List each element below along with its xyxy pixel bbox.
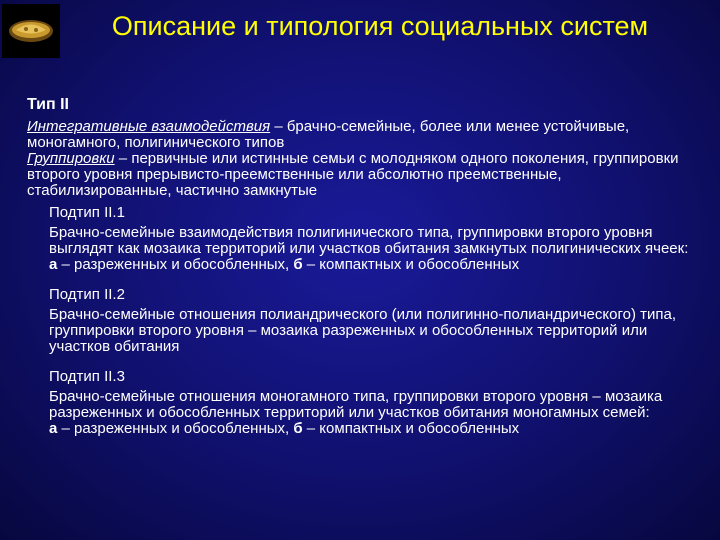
slide-content (27, 97, 707, 437)
subtype-block (49, 205, 707, 273)
integrative-paragraph (27, 119, 707, 151)
subtype-variants (49, 257, 707, 273)
subtype-variants (49, 421, 707, 437)
variant-a-letter: а (49, 420, 58, 437)
subtype-text: Брачно-семейные взаимодействия полигинического типа, группировки второго уровня выглядят как мозаика территорий или участков обитания замкнутых полигинических ячеек: (49, 224, 689, 257)
integrative-term: Интегративные взаимодействия (27, 118, 271, 135)
subtype-block (49, 287, 707, 355)
variant-a-text: – разреженных и обособленных, (57, 420, 294, 437)
slide-title: Описание и типология социальных систем (111, 11, 649, 41)
subtype-title: Подтип II.3 (49, 368, 125, 385)
groupings-paragraph (27, 151, 707, 199)
subtype-title: Подтип II.2 (49, 286, 125, 303)
variant-b-letter: б (293, 420, 303, 437)
subtype-block (49, 369, 707, 437)
subtype-text: Брачно-семейные отношения полиандрического (или полигинно-полиандрического) типа, группировки второго уровня – мозаика разреженных и обособленных территорий или участков обитания (49, 306, 676, 355)
groupings-term: Группировки (27, 150, 115, 167)
type-heading: Тип II (27, 96, 69, 113)
gold-bar-logo-icon (6, 15, 56, 47)
variant-a-text: – разреженных и обособленных, (57, 256, 294, 273)
variant-b-letter: б (293, 256, 303, 273)
variant-b-text: – компактных и обособленных (302, 256, 520, 273)
variant-a-letter: а (49, 256, 58, 273)
subtype-title: Подтип II.1 (49, 204, 125, 221)
slide-logo (2, 4, 60, 58)
variant-b-text: – компактных и обособленных (302, 420, 520, 437)
subtype-text: Брачно-семейные отношения моногамного типа, группировки второго уровня – мозаика разреженных и обособленных территорий или участков обитания моногамных семей: (49, 388, 663, 421)
groupings-text: – первичные или истинные семьи с молодняком одного поколения, группировки второго уровня прерывисто-преемственные или абсолютно преемственные, стабилизированные, частично замкнутые (27, 150, 679, 199)
integrative-text: – брачно-семейные, более или менее устойчивые, моногамного, полигинического типов (27, 118, 630, 151)
